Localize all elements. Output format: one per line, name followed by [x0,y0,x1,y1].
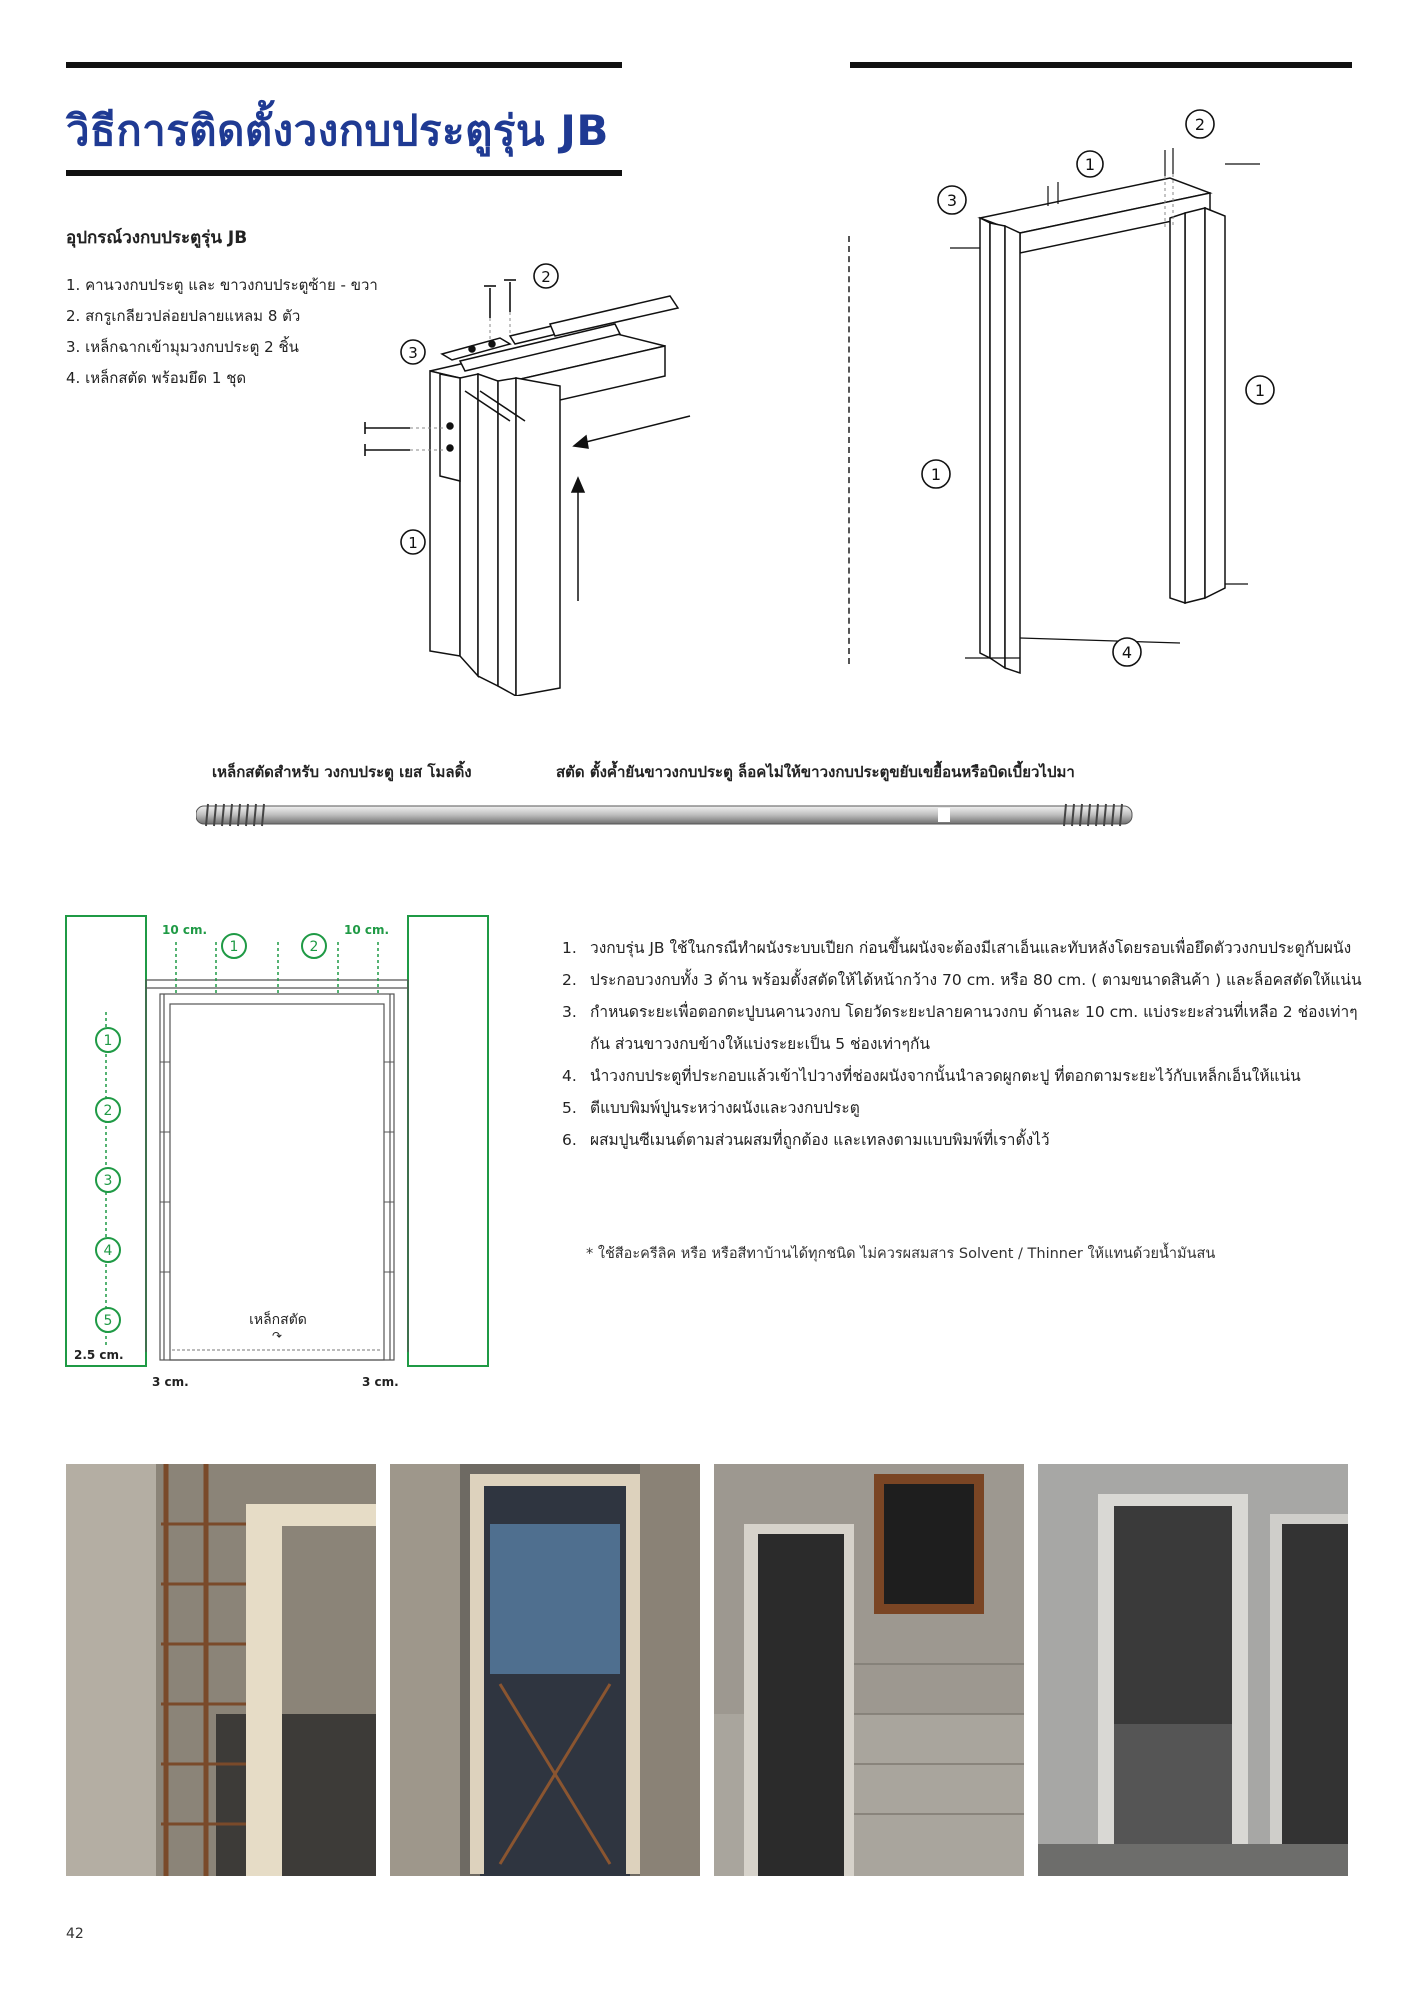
photo-finished-frame [1038,1464,1348,1876]
callout-4-label: 4 [1121,643,1133,662]
photo-rough-opening [714,1464,1024,1876]
top-right-offset: 10 cm. [344,923,390,937]
top-rule-right [850,62,1352,68]
parts-item: 2. สกรูเกลียวปล่อยปลายแหลม 8 ตัว [66,307,301,325]
callout-1-label: 1 [1084,155,1096,174]
parts-item: 1. คานวงกบประตู และ ขาวงกบประตูซ้าย - ขวา [66,276,378,294]
step-text: ประกอบวงกบทั้ง 3 ด้าน พร้อมตั้งสตัดให้ได้หน้ากว้าง 70 cm. หรือ 80 cm. ( ตามขนาดสินค้า ) และล็อคสตัดให้แน่น [590,971,1362,989]
step-text: ผสมปูนซีเมนต์ตามส่วนผสมที่ถูกต้อง และเทลงตามแบบพิมพ์ที่เราตั้งไว้ [590,1131,1050,1149]
step-item [562,1124,1362,1156]
step-item [562,1060,1362,1092]
step-text: กำหนดระยะเพื่อตอกตะปูบนคานวงกบ โดยวัดระยะปลายคานวงกบ ด้านละ 10 cm. แบ่งระยะส่วนที่เหลือ 2 ช่องเท่าๆกัน ส่วนขาวงกบข้างให้แบ่งระยะเป็น 5 ช่องเท่าๆกัน [590,1003,1358,1053]
callout-1-label: 1 [408,534,418,552]
parts-item: 4. เหล็กสตัด พร้อมยึด 1 ชุด [66,369,247,387]
side-callout-5: 5 [103,1313,113,1329]
stud-arrow-icon: ↷ [272,1329,283,1343]
step-item [562,964,1362,996]
callout-2-label: 2 [541,268,551,286]
step-text: วงกบรุ่น JB ใช้ในกรณีทำผนังระบบเปียก ก่อนขึ้นผนังจะต้องมีเสาเอ็นและทับหลังโดยรอบเพื่อยึดตัววงกบประตูกับผนัง [590,939,1352,957]
paint-note: * ใช้สีอะครีลิค หรือ หรือสีทาบ้านได้ทุกชนิด ไม่ควรผสมสาร Solvent / Thinner ให้แทนด้วยน้ำมันสน [586,1246,1216,1262]
callout-1-label: 1 [1254,381,1266,400]
frame-assembly-illustration [880,98,1340,698]
step-item [562,1092,1362,1124]
callout-2-label: 2 [1194,115,1206,134]
bottom-right-gap: 3 cm. [362,1375,399,1389]
step-number: 3. [562,1003,577,1021]
step-number: 5. [562,1099,577,1117]
title-underline [66,170,622,176]
spacing-callout-2: 2 [309,939,319,955]
callout-3-label: 3 [946,191,958,210]
top-rule-left [66,62,622,68]
corner-assembly-illustration [360,256,820,696]
spacing-callout-1: 1 [229,939,239,955]
parts-list [66,270,378,394]
side-callout-2: 2 [103,1103,113,1119]
page-title: วิธีการติดตั้งวงกบประตูรุ่น JB [66,106,609,155]
rod-caption-right: สตัด ตั้งค้ำยันขาวงกบประตู ล็อคไม่ให้ขาวงกบประตูขยับเขยื้อนหรือบิดเบี้ยวไปมา [556,763,1075,781]
step-number: 1. [562,939,577,957]
step-number: 4. [562,1067,577,1085]
side-callout-4: 4 [103,1243,113,1259]
step-number: 6. [562,1131,577,1149]
callout-1-label: 1 [930,465,942,484]
step-item [562,932,1362,964]
callout-3-label: 3 [408,344,418,362]
bottom-left-gap: 3 cm. [152,1375,189,1389]
stud-label: เหล็กสตัด [249,1312,307,1328]
parts-item: 3. เหล็กฉากเข้ามุมวงกบประตู 2 ชิ้น [66,338,299,356]
top-left-offset: 10 cm. [162,923,208,937]
side-callout-1: 1 [103,1033,113,1049]
side-callout-3: 3 [103,1173,113,1189]
page-number: 42 [66,1926,84,1942]
step-text: นำวงกบประตูที่ประกอบแล้วเข้าไปวางที่ช่องผนังจากนั้นนำลวดผูกตะปู ที่ตอกตามระยะไว้กับเหล็กเอ็นให้แน่น [590,1067,1301,1085]
nail-spacing-diagram [62,912,502,1392]
rod-caption-left: เหล็กสตัดสำหรับ วงกบประตู เยส โมลดิ้ง [212,763,472,781]
installation-steps [562,932,1362,1156]
photo-rebar-frame [66,1464,376,1876]
photo-frame-installed [390,1464,700,1876]
step-item [562,996,1362,1060]
side-gap-label: 2.5 cm. [74,1348,124,1362]
parts-heading: อุปกรณ์วงกบประตูรุ่น JB [66,228,248,248]
separator-dashed [848,236,850,664]
stud-rod-illustration [196,796,1136,836]
step-text: ตีแบบพิมพ์ปูนระหว่างผนังและวงกบประตู [590,1099,860,1117]
step-number: 2. [562,971,577,989]
